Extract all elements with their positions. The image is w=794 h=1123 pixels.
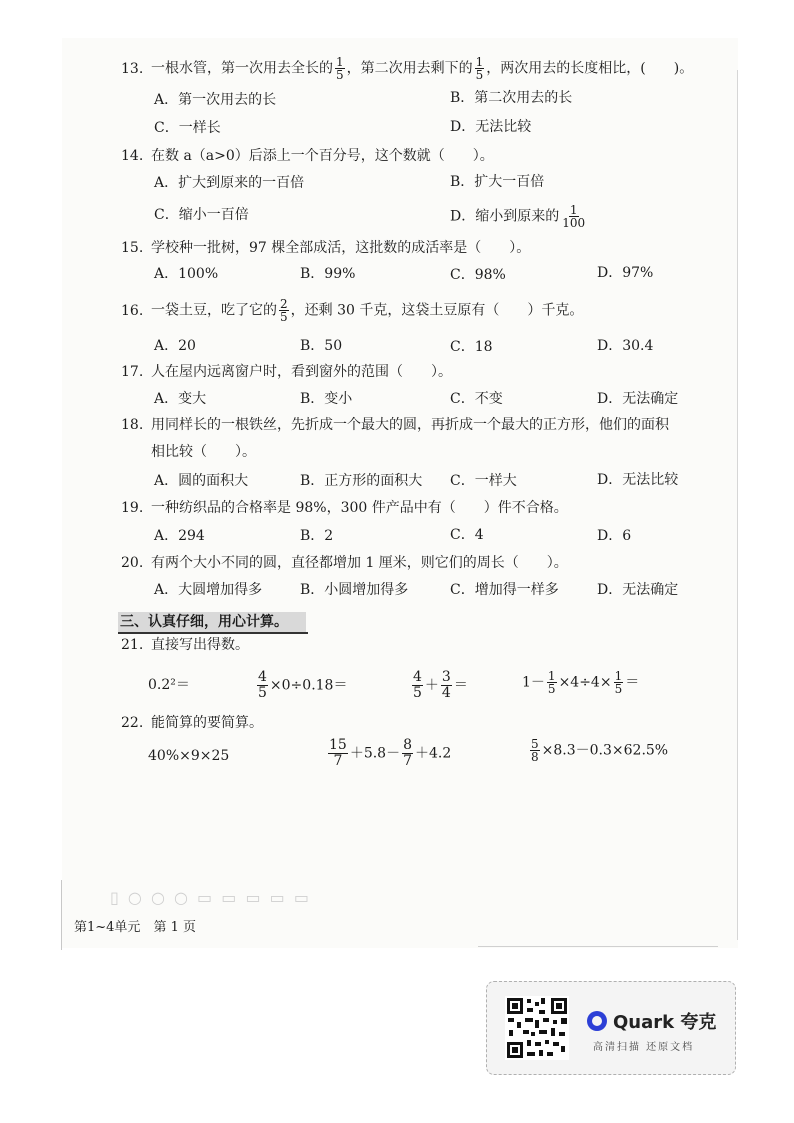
quark-logo-icon (587, 1011, 607, 1031)
expression-text: 1－ (522, 674, 545, 691)
question-text: 有两个大小不同的圆，直径都增加 1 厘米，则它们的周长（ ）。 (151, 555, 568, 571)
expression-21-1: 0.2²＝ (148, 677, 190, 693)
footer-unit: 第1~4单元 (74, 920, 141, 935)
scan-line (478, 946, 718, 947)
question-14 (121, 146, 494, 166)
expression-text: ×8.3－0.3×62.5% (541, 742, 669, 759)
question-19 (121, 498, 568, 518)
question-text: 能简算的要简算。 (151, 715, 263, 731)
denominator: 5 (614, 682, 623, 696)
denominator: 5 (258, 685, 267, 701)
question-text: 一袋土豆，吃了它的 (151, 302, 277, 319)
expression-21-2 (255, 670, 347, 701)
option-d: D．无法比较 (450, 119, 532, 135)
denominator: 7 (333, 753, 343, 769)
question-18-continued: 相比较（ ）。 (151, 444, 256, 460)
option-a: A．294 (154, 528, 205, 544)
question-number: 13. (121, 60, 144, 77)
numerator: 1 (475, 55, 484, 69)
option-d: D．无法确定 (597, 582, 679, 598)
expression-text: ×4÷4× (558, 674, 612, 691)
fraction (547, 670, 557, 695)
fraction (257, 670, 268, 701)
denominator: 5 (336, 68, 344, 82)
question-18 (121, 415, 669, 435)
question-number: 14. (121, 148, 144, 164)
denominator: 4 (441, 685, 451, 701)
option-c: C．不变 (450, 391, 503, 407)
fraction (335, 56, 345, 81)
denominator: 5 (547, 682, 556, 696)
option-b: B．99% (300, 266, 356, 282)
question-text: 直接写出得数。 (151, 637, 249, 653)
denominator: 8 (531, 750, 539, 764)
denominator: 5 (413, 685, 422, 701)
option-d: D．无法确定 (597, 391, 679, 407)
fraction (441, 670, 452, 701)
question-text: ，还剩 30 千克，这袋土豆原有（ ）千克。 (290, 302, 584, 319)
fraction (402, 738, 413, 769)
expression-text: ×0÷0.18＝ (269, 677, 348, 694)
option-text: D．缩小到原来的 (450, 208, 560, 225)
option-a: A．100% (154, 266, 219, 282)
scan-smudge: ▯ ○ ○ ○ ▭ ▭ ▭ ▭ ▭ (110, 888, 311, 907)
denominator: 5 (475, 68, 484, 82)
option-a: A．圆的面积大 (154, 473, 249, 489)
option-c: C．一样大 (450, 473, 517, 489)
numerator: 1 (569, 203, 578, 217)
question-number: 18. (121, 417, 144, 433)
question-17 (121, 362, 452, 382)
question-text: 人在屋内远离窗户时，看到窗外的范围（ ）。 (151, 364, 452, 380)
option-b: B．正方形的面积大 (300, 473, 423, 489)
option-b: B．第二次用去的长 (450, 90, 573, 106)
option-a: A．20 (154, 338, 196, 354)
question-number: 19. (121, 500, 144, 516)
page-footer (74, 916, 196, 935)
numerator: 3 (441, 669, 451, 685)
section-underline (118, 632, 308, 634)
question-22 (121, 713, 263, 733)
option-b: B．小圆增加得多 (300, 582, 409, 598)
question-number: 21. (121, 637, 144, 653)
numerator: 2 (280, 297, 288, 311)
question-text: ，第二次用去剩下的 (346, 60, 473, 77)
option-b: B．50 (300, 338, 343, 354)
expression-text: ＋4.2 (415, 745, 452, 762)
fraction (279, 298, 289, 323)
option-c: C．增加得一样多 (450, 582, 559, 598)
question-text: 一种纺织品的合格率是 98%，300 件产品中有（ ）件不合格。 (151, 500, 568, 516)
numerator: 1 (614, 669, 623, 683)
numerator: 5 (531, 737, 539, 751)
quark-brand-text: Quark 夸克 (613, 1012, 717, 1033)
question-13 (121, 56, 693, 81)
question-15 (121, 238, 530, 258)
question-text: 一根水管，第一次用去全长的 (151, 60, 333, 77)
question-text: ，两次用去的长度相比，( )。 (486, 60, 694, 77)
option-a: A．变大 (154, 391, 207, 407)
fraction (530, 738, 540, 763)
expression-text: ＋5.8－ (349, 745, 401, 762)
operator: ＋ (424, 677, 439, 694)
option-c: C．18 (450, 339, 493, 355)
quark-tagline: 高清扫描 还原文档 (593, 1042, 695, 1053)
question-16 (121, 298, 583, 323)
denominator: 7 (403, 753, 413, 769)
section-heading: 三、认真仔细，用心计算。 (118, 612, 306, 632)
option-a: A．第一次用去的长 (154, 92, 277, 108)
numerator: 15 (329, 737, 347, 753)
quark-brand (587, 1008, 716, 1034)
option-d (450, 204, 588, 229)
option-c: C．4 (450, 527, 484, 543)
expression-text: ＝ (625, 674, 640, 691)
question-text: 用同样长的一根铁丝，先折成一个最大的圆，再折成一个最大的正方形，他们的面积 (151, 417, 669, 433)
numerator: 1 (336, 55, 344, 69)
page-edge-left (61, 880, 62, 950)
question-number: 22. (121, 715, 144, 731)
expression-21-4 (522, 670, 639, 695)
option-b: B．变小 (300, 391, 353, 407)
option-d: D．6 (597, 528, 632, 544)
denominator: 5 (280, 310, 288, 324)
option-c: C．缩小一百倍 (154, 207, 249, 223)
option-b: B．扩大一百倍 (450, 174, 545, 190)
quark-watermark (486, 981, 736, 1075)
denominator: 100 (562, 216, 586, 230)
fraction (561, 204, 586, 229)
fraction (614, 670, 624, 695)
footer-page-number: 第 1 页 (153, 920, 196, 935)
expression-22-1: 40%×9×25 (148, 748, 230, 764)
option-c: C．98% (450, 267, 506, 283)
question-number: 17. (121, 364, 144, 380)
question-text: 在数 a（a>0）后添上一个百分号，这个数就（ ）。 (151, 148, 494, 164)
expression-text: ＝ (453, 677, 468, 694)
question-number: 16. (121, 302, 144, 319)
expression-21-3 (410, 670, 468, 701)
fraction (412, 670, 423, 701)
question-21 (121, 635, 249, 655)
numerator: 8 (403, 737, 413, 753)
option-a: A．大圆增加得多 (154, 582, 263, 598)
option-d: D．30.4 (597, 338, 654, 354)
option-a: A．扩大到原来的一百倍 (154, 175, 305, 191)
qr-code-icon (505, 996, 569, 1060)
question-number: 15. (121, 240, 144, 256)
question-text: 学校种一批树，97 棵全部成活，这批数的成活率是（ ）。 (151, 240, 531, 256)
option-d: D．97% (597, 265, 654, 281)
expression-22-2 (326, 738, 451, 769)
option-b: B．2 (300, 528, 334, 544)
numerator: 4 (413, 669, 422, 685)
option-d: D．无法比较 (597, 472, 679, 488)
question-number: 20. (121, 555, 144, 571)
fraction (328, 738, 348, 769)
numerator: 4 (258, 669, 267, 685)
page-edge (737, 70, 738, 940)
fraction (475, 56, 485, 81)
question-20 (121, 553, 568, 573)
option-c: C．一样长 (154, 120, 221, 136)
numerator: 1 (547, 669, 556, 683)
expression-22-3 (528, 738, 668, 763)
